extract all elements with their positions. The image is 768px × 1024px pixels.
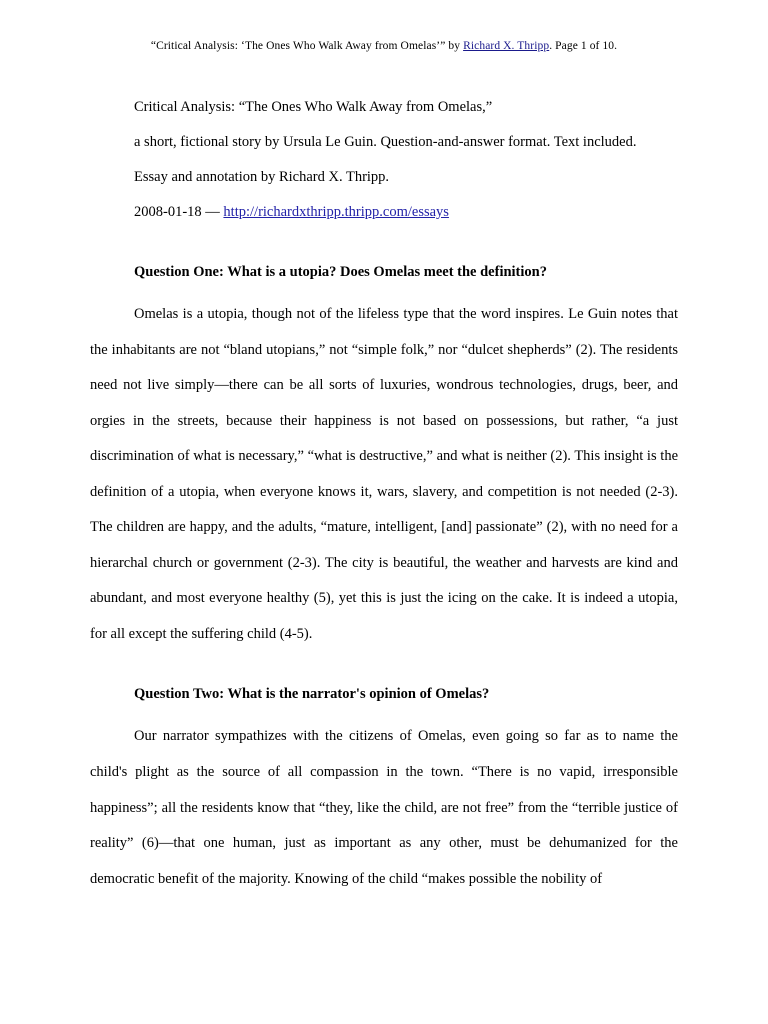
header-suffix: . Page 1 of 10. xyxy=(549,40,618,52)
question-one-paragraph: Omelas is a utopia, though not of the lifeless type that the word inspires. Le Guin notes that the inhabitants are not “bland utopians,” not “simple folk,” nor “dulcet shepherds” (2). The residents need not live simply—there can be all sorts of luxuries, wondrous technologies, drugs, beer, and orgies in the streets, because their happiness is not based on possessions, but rather, “a just discrimination of what is necessary,” “what is destructive,” and what is neither (2). This insight is the definition of a utopia, when everyone knows it, wars, slavery, and competition is not needed (2-3). The children are happy, and the adults, “mature, intelligent, [and] passionate” (2), with no need for a hierarchal church or government (2-3). The city is beautiful, the weather and harvests are kind and abundant, and most everyone healthy (5), yet this is just the icing on the cake. It is indeed a utopia, for all except the suffering child (4-5). xyxy=(90,306,678,642)
title-line-3: Essay and annotation by Richard X. Thripp. xyxy=(134,169,390,186)
essays-url-link[interactable]: http://richardxthripp.thripp.com/essays xyxy=(223,204,449,221)
title-line-2: a short, fictional story by Ursula Le Guin. Question-and-answer format. Text included. xyxy=(134,134,637,151)
question-two-paragraph: Our narrator sympathizes with the citizens of Omelas, even going so far as to name the child's plight as the source of all compassion in the town. “There is no vapid, irresponsible happiness”; all the residents know that “they, like the child, are not free” from the “terrible justice of reality” (6)—that one human, just as important as any other, must be dehumanized for the democratic benefit of the majority. Knowing of the child “makes possible the nobility of xyxy=(90,728,678,887)
section-question-two xyxy=(90,686,678,897)
question-one-heading: Question One: What is a utopia? Does Omelas meet the definition? xyxy=(134,264,547,281)
title-line-1: Critical Analysis: “The Ones Who Walk Away from Omelas,” xyxy=(134,99,493,115)
page-header xyxy=(90,40,678,52)
section-question-one xyxy=(90,264,678,652)
header-author-link[interactable]: Richard X. Thripp xyxy=(463,40,550,52)
title-block xyxy=(134,90,678,230)
date-line xyxy=(134,195,678,230)
header-prefix: “Critical Analysis: ‘The Ones Who Walk Away from Omelas’” by xyxy=(150,40,464,52)
question-two-heading: Question Two: What is the narrator's opinion of Omelas? xyxy=(134,686,490,703)
date-text: 2008-01-18 — xyxy=(134,204,224,221)
